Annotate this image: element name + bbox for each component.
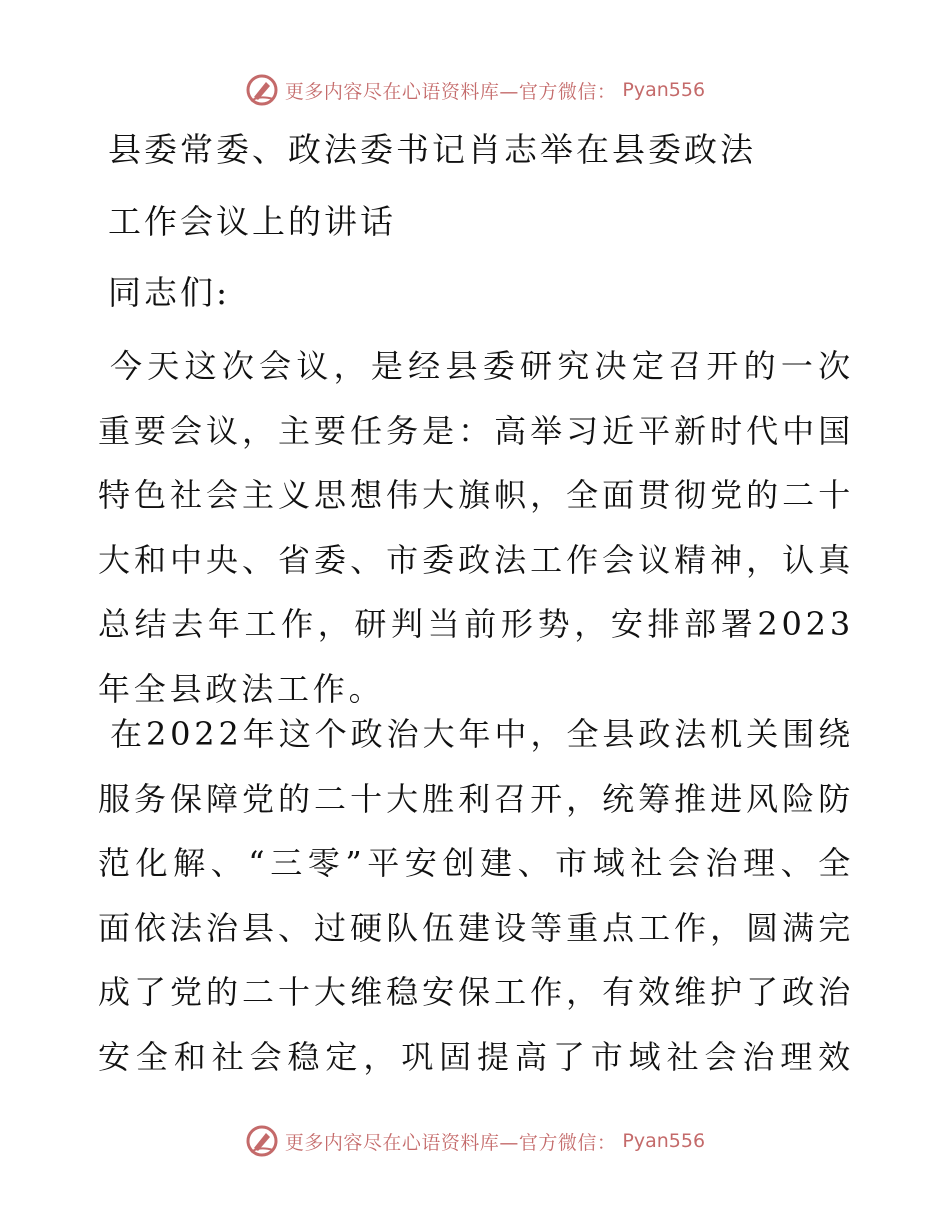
document-title-line-2: 工作会议上的讲话: [108, 202, 396, 241]
watermark-text: 更多内容尽在心语资料库—官方微信：: [284, 80, 617, 103]
footer-watermark: [0, 1124, 950, 1158]
document-title-line-1: 县委常委、政法委书记肖志举在县委政法: [108, 130, 756, 169]
paragraph-1: 今天这次会议，是经县委研究决定召开的一次重要会议，主要任务是：高举习近平新时代中国特色社会主义思想伟大旗帜，全面贯彻党的二十大和中央、省委、市委政法工作会议精神，认真总结去年工作，研判当前形势，安排部署2023年全县政法工作。: [98, 347, 854, 708]
logo-icon: [245, 1124, 279, 1158]
salutation: 同志们:: [108, 273, 231, 312]
watermark-text: 更多内容尽在心语资料库—官方微信：: [284, 1131, 617, 1154]
watermark-account: Pyan556: [622, 79, 706, 101]
watermark-account: Pyan556: [622, 1130, 706, 1152]
paragraph-2: 在2022年这个政治大年中，全县政法机关围绕服务保障党的二十大胜利召开，统筹推进风险防范化解、“三零”平安创建、市域社会治理、全面依法治县、过硬队伍建设等重点工作，圆满完成了党的二十大维稳安保工作，有效维护了政治安全和社会稳定，巩固提高了市域社会治理效: [98, 715, 854, 1076]
